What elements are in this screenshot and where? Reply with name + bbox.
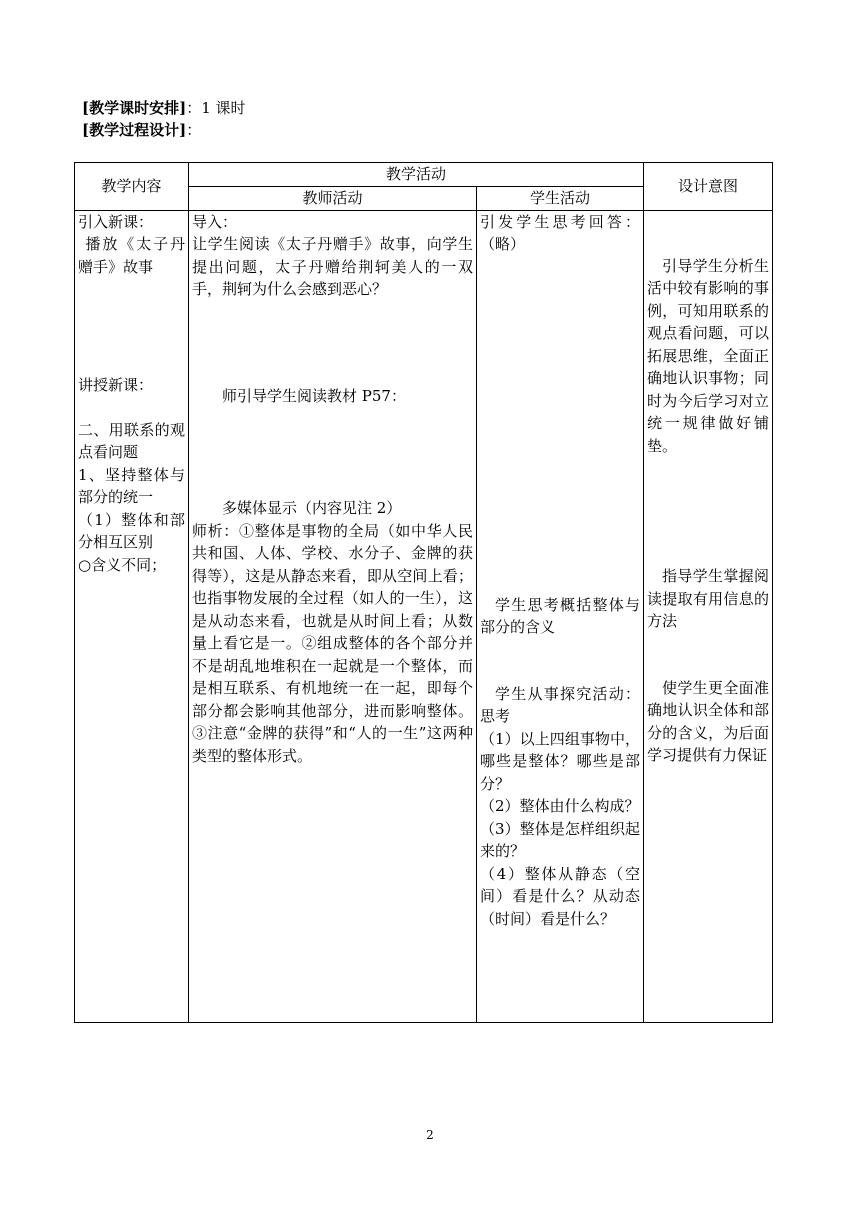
- header-activity: 教学活动: [189, 163, 644, 187]
- lesson-plan-table: [74, 162, 773, 1023]
- lesson-process-line: [82, 119, 201, 141]
- lead-body: 让学生阅读《太子丹赠手》故事，向学生提出问题，太子丹赠给荆轲美人的一双手，荆轲为什么会感到恶心？: [192, 235, 473, 298]
- student-cell: [477, 210, 644, 1022]
- content-cell: [75, 210, 189, 1022]
- intro-title: 引入新课：: [78, 212, 154, 231]
- question-3: （3）整体是怎样组织起来的？: [480, 819, 641, 860]
- topic-2-1: 1、坚持整体与部分的统一: [78, 465, 185, 506]
- lesson-process-label: [教学过程设计]: [82, 121, 187, 139]
- page-number: 2: [426, 1128, 434, 1142]
- question-2: （2）整体由什么构成？: [480, 797, 640, 815]
- header-student: 学生活动: [477, 187, 644, 211]
- lecture-title: 讲授新课：: [78, 376, 154, 394]
- teacher-analysis: 师析：①整体是事物的全局（如中华人民共和国、人体、学校、水分子、金牌的获得等），这是从静态来看，即从空间上看；也指事物发展的全过程（如人的一生），这是从动态来看，也就是从时间上看；从数量上看它是一。②组成整体的各个部分并不是胡乱地堆积在一起就是一个整体，而是相互联系、有机地统一在一起，即每个部分都会影响其他部分，进而影响整体。③注意“金牌的获得”和“人的一生”这两种类型的整体形式。: [192, 521, 473, 765]
- intent-2: 指导学生掌握阅读提取有用信息的方法: [647, 567, 770, 630]
- lesson-hours-label: [教学课时安排]: [82, 99, 187, 117]
- lesson-process-colon: ：: [186, 121, 202, 139]
- intent-3: 使学生更全面准确地认识全体和部分的含义，为后面学习提供有力保证: [647, 678, 770, 764]
- topic-point: ○含义不同；: [78, 555, 167, 574]
- header-teacher: 教师活动: [189, 187, 477, 211]
- student-explore: 学生从事探究活动：思考: [480, 684, 641, 725]
- lesson-hours-line: [82, 97, 246, 119]
- intent-cell: [644, 210, 773, 1022]
- intent-1: 引导学生分析生活中较有影响的事例，可知用联系的观点看问题，可以拓展思维，全面正确地认识事物；同时为今后学习对立统一规律做好铺垫。: [647, 256, 770, 455]
- student-summary: 学生思考概括整体与部分的含义: [480, 595, 641, 636]
- topic-2-1-1: （1）整体和部分相互区别: [78, 510, 185, 551]
- teacher-cell: [189, 210, 477, 1022]
- student-answer: 引发学生思考回答：（略）: [480, 212, 641, 253]
- lesson-hours-value: ：1 课时: [186, 99, 246, 117]
- question-4: （4）整体从静态（空间）看是什么？从动态（时间）看是什么？: [480, 864, 641, 928]
- header-content: 教学内容: [75, 163, 189, 211]
- read-instruction: 师引导学生阅读教材 P57：: [222, 386, 406, 405]
- lead-title: 导入：: [192, 212, 238, 231]
- media-display: 多媒体显示（内容见注 2）: [222, 499, 402, 517]
- header-intent: 设计意图: [644, 163, 773, 211]
- topic-2: 二、用联系的观点看问题: [78, 420, 185, 461]
- intro-body: 播放《太子丹赠手》故事: [78, 235, 185, 276]
- question-1: （1）以上四组事物中，哪些是整体？哪些是部分？: [480, 729, 641, 793]
